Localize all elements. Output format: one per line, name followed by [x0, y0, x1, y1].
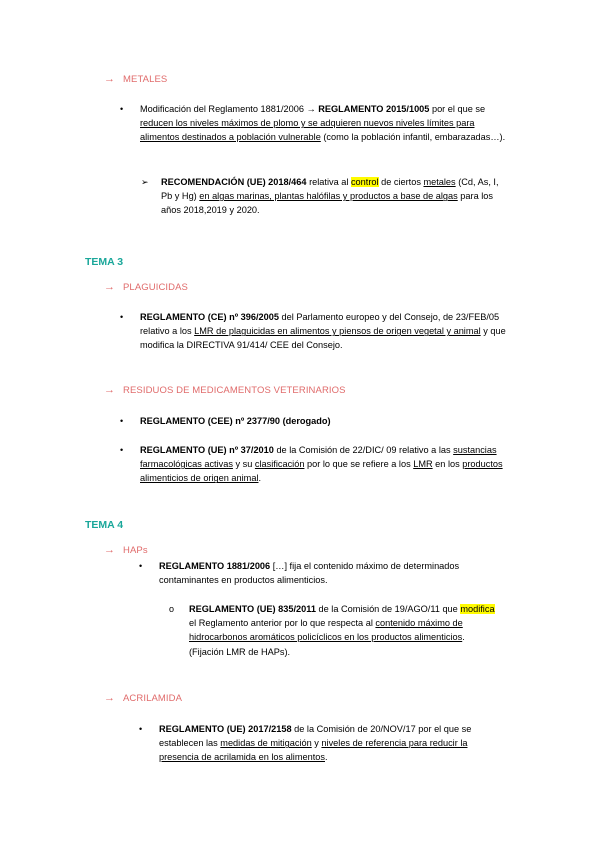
bullet-icon: • [120, 104, 124, 114]
list-item [141, 175, 506, 218]
bullet-icon: • [120, 312, 124, 322]
section-heading-metales [104, 73, 167, 85]
heading-label: METALES [123, 73, 168, 85]
bullet-icon: • [139, 724, 143, 734]
bullet-icon: • [139, 561, 143, 571]
bullet-text: REGLAMENTO (CEE) nº 2377/90 (derogado) [140, 416, 331, 426]
heading-label: PLAGUICIDAS [123, 281, 188, 293]
section-heading-haps [104, 544, 148, 556]
list-item [120, 414, 510, 428]
section-heading-acrilamida [104, 692, 182, 704]
bullet-icon: • [120, 416, 124, 426]
heading-label: HAPs [123, 544, 148, 556]
bullet-text: REGLAMENTO (UE) 2017/2158 de la Comisión de 20/NOV/17 por el que se establecen las medidas de mitigación y niveles de referencia para reducir la presencia de acrilamida en los alimentos. [159, 724, 472, 763]
bullet-text: REGLAMENTO 1881/2006 […] fija el contenido máximo de determinados contaminantes en productos alimenticios. [159, 561, 460, 586]
section-heading-plaguicidas [104, 281, 188, 293]
arrow-icon: → [104, 384, 115, 396]
heading-label: ACRILAMIDA [123, 692, 183, 704]
list-item [120, 310, 510, 353]
bullet-text: REGLAMENTO (UE) 835/2011 de la Comisión de 19/AGO/11 que modifica el Reglamento anterior por lo que respecta al contenido máximo de hidrocarbonos aromáticos policíclicos en los productos alimenticios. (Fijación LMR de HAPs). [189, 604, 495, 657]
arrow-icon: → [104, 73, 115, 85]
list-item [139, 559, 504, 587]
list-item [120, 102, 510, 145]
section-title-tema4: TEMA 4 [85, 519, 124, 531]
list-item [139, 722, 504, 765]
bullet-text: REGLAMENTO (CE) nº 396/2005 del Parlamento europeo y del Consejo, de 23/FEB/05 relativo a los LMR de plaguicidas en alimentos y piensos de origen vegetal y animal y que modifica la DIRECTIVA 91/414/ CEE del Consejo. [140, 312, 506, 351]
bullet-text: RECOMENDACIÓN (UE) 2018/464 relativa al control de ciertos metales (Cd, As, I, Pb y Hg) en algas marinas, plantas halófilas y productos a base de algas para los años 2018,2019 y 2020. [161, 177, 499, 216]
heading-label: RESIDUOS DE MEDICAMENTOS VETERINARIOS [123, 384, 346, 396]
arrow-icon: → [104, 281, 115, 293]
section-heading-residuos [104, 384, 346, 396]
arrow-icon: → [104, 544, 115, 556]
bullet-text: Modificación del Reglamento 1881/2006 → REGLAMENTO 2015/1005 por el que se reducen los niveles máximos de plomo y se adquieren nuevos niveles límites para alimentos destinados a población vulnerable (como la población infantil, embarazadas…). [140, 104, 506, 143]
circle-bullet-icon: o [169, 604, 175, 614]
bullet-text: REGLAMENTO (UE) nº 37/2010 de la Comisión de 22/DIC/ 09 relativo a las sustancias farmacológicas activas y su clasificación por lo que se refiere a los LMR en los productos alimenticios de origen animal. [140, 445, 503, 484]
bullet-icon: • [120, 445, 124, 455]
section-title-tema3: TEMA 3 [85, 256, 124, 268]
arrow-icon: → [104, 692, 115, 704]
list-item [169, 602, 499, 659]
list-item [120, 443, 510, 486]
arrowhead-bullet-icon: ➢ [141, 177, 149, 187]
